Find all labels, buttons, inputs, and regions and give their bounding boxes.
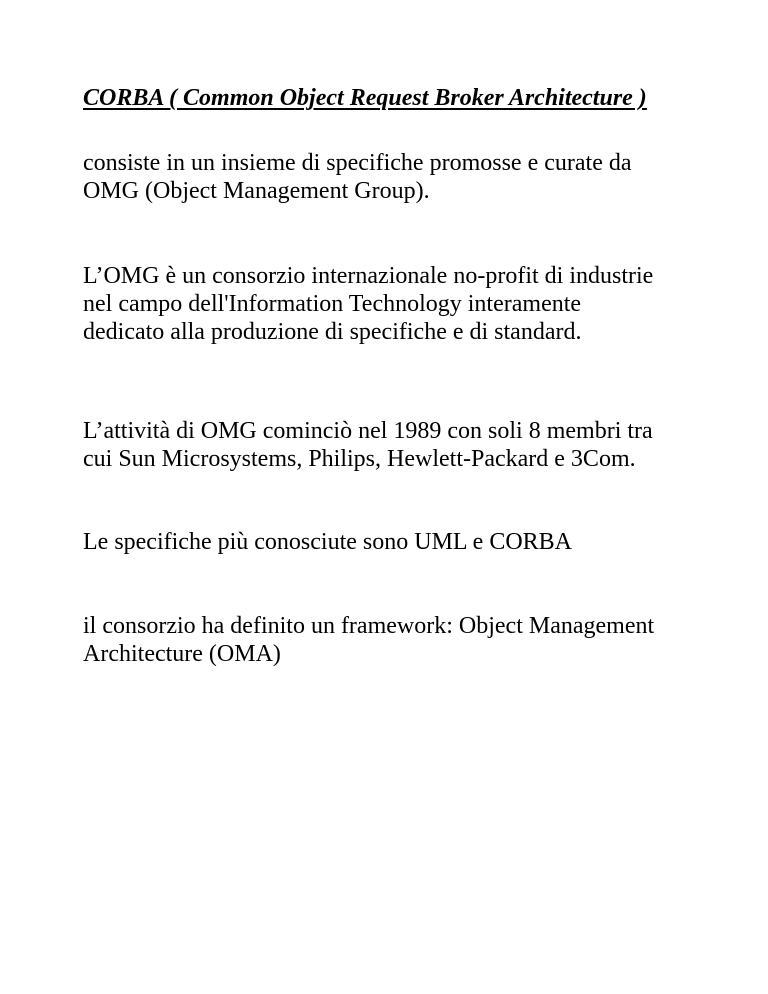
document-title: CORBA ( Common Object Request Broker Architecture ) (83, 85, 647, 111)
paragraph-oma-framework: il consorzio ha definito un framework: Object Management Architecture (OMA) (83, 613, 655, 667)
paragraph-omg-history: L’attività di OMG cominciò nel 1989 con soli 8 membri tra cui Sun Microsystems, Philips, Hewlett-Packard e 3Com. (83, 418, 653, 472)
paragraph-omg-description: L’OMG è un consorzio internazionale no-profit di industrie nel campo dell'Information Technology interamente dedicato alla produzione di specifiche e di standard. (83, 263, 654, 345)
paragraph-corba-definition: consiste in un insieme di specifiche promosse e curate da OMG (Object Management Group). (83, 150, 632, 204)
paragraph-known-specifications: Le specifiche più conosciute sono UML e CORBA (83, 529, 573, 555)
